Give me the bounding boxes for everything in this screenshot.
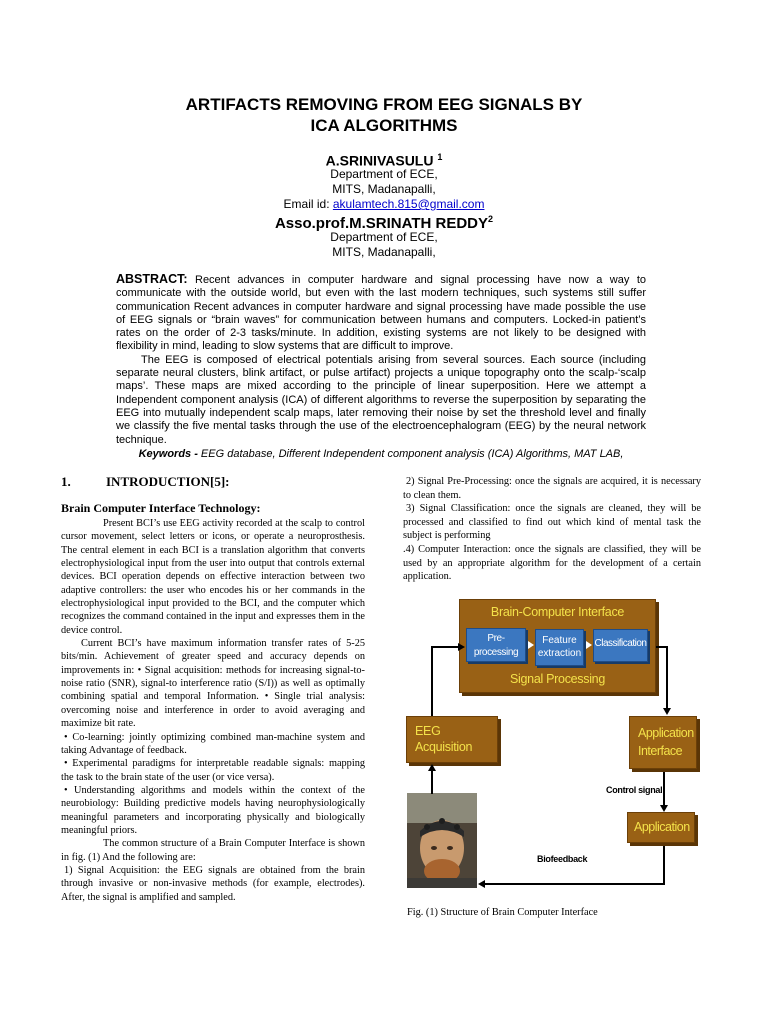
line-subject-up (431, 770, 433, 794)
line-bci-down (666, 646, 668, 709)
abstract-paragraph-1: ABSTRACT: Recent advances in computer hardware and signal processing have now a way to communicate with the outside world, but even with the last modern techniques, such systems still suffer communication Recent advances in computer hardware and signal processing have made possible the use of EEG signals or “brain waves” for communication between humans and computers. Locked-in patient’s rates on the order of 2-3 tasks/minute. In addition, existing systems are not likely to be designed with flexibility in mind, leading to slow systems that are difficult to improve. (116, 272, 646, 353)
right-column (403, 475, 701, 584)
keywords-text: EEG database, Different Independent component analysis (ICA) Algorithms, MAT LAB, (197, 448, 624, 460)
subsection-heading: Brain Computer Interface Technology: (61, 501, 261, 515)
classification-box: Classification (593, 629, 648, 662)
application-interface-box: Application Interface (629, 716, 697, 769)
signal-processing-label: Signal Processing (510, 672, 605, 686)
bci-title: Brain-Computer Interface (490, 605, 625, 619)
step-1-acquisition: 1) Signal Acquisition: the EEG signals are obtained from the brain through invasive or non-invasive methods (for example, electrodes). After, the signal is amplified and sampled. (61, 864, 365, 903)
author-2-name: Asso.prof.M.SRINATH REDDY$^2$ (274, 214, 494, 232)
line-eeg-to-bci (431, 646, 460, 648)
keywords-label: Keywords - (138, 448, 198, 460)
abstract (116, 273, 646, 447)
abstract-heading: ABSTRACT: (116, 272, 188, 286)
bullet-colearning: • Co-learning: jointly optimizing combined man-machine system and taking Advantage of feedback. (61, 731, 365, 756)
title-line-1: ARTIFACTS REMOVING FROM EEG SIGNALS BY (185, 95, 583, 114)
line-biofeedback (484, 883, 665, 885)
line-eeg-up (431, 646, 433, 716)
arrow-pre-to-feature (528, 641, 534, 649)
email-link[interactable]: akulamtech.815@gmail.com (332, 197, 485, 211)
arrow-into-bci (458, 643, 465, 651)
paper-title (0, 94, 768, 136)
author-1-email: Email id: akulamtech.815@gmail.com (283, 197, 485, 211)
feature-extraction-box: Feature extraction (535, 629, 584, 666)
keywords (116, 448, 646, 461)
author-1-institution: MITS, Madanapalli, (332, 182, 436, 196)
line-control-signal (663, 772, 665, 806)
subject-photo-image (407, 793, 477, 888)
biofeedback-label: Biofeedback (537, 854, 588, 864)
step-3-classification: 3) Signal Classification: once the signals are cleaned, they will be processed and classified to find out which kind of mental task the subject is performing (403, 503, 701, 542)
bullet-algorithms: • Understanding algorithms and models within the context of the neurobiology: Building predictive models having neurophysiologically meaningful parameters and incorporating physically and biologically meaningful priors. (61, 784, 365, 836)
author-2-institution: MITS, Madanapalli, (332, 245, 436, 259)
author-1-name: A.SRINIVASULU $^1$ (325, 152, 443, 169)
author-1-dept: Department of ECE, (330, 167, 438, 181)
intro-paragraph-3: The common structure of a Brain Computer Interface is shown in fig. (1) And the following are: (61, 838, 365, 863)
step-4-interaction: .4) Computer Interaction: once the signals are classified, they will be used by an appropriate algorithm for the development of a certain application. (403, 543, 701, 583)
arrow-into-application (660, 805, 668, 812)
eeg-acquisition-box: EEG Acquisition (406, 716, 498, 763)
line-application-down (663, 846, 665, 885)
arrow-into-eeg (428, 764, 436, 771)
left-column (61, 473, 365, 904)
author-2-dept: Department of ECE, (330, 230, 438, 244)
intro-paragraph-2: Current BCI’s have maximum information transfer rates of 5-25 bits/min. Achievement of greater speed and accuracy depends on improvements in: • Signal acquisition: methods for increasing signal-to-noise ratio (SNR), signal-to interference ratio (S/I)) as well as optimally combining spatial and temporal Information. • Single trial analysis: overcoming noise and interference in order to avoid averaging and maximize bit rate. (61, 638, 365, 730)
intro-paragraph-1: Present BCI’s use EEG activity recorded at the scalp to control cursor movement, select letters or icons, or operate a neuroprosthesis. The central element in each BCI is a translation algorithm that converts electrophysiological input from the user into output that controls external devices. BCI operation depends on effective interaction between two adaptive controllers: the user who encodes his or her commands in the electrophysiological input provided to the BCI, and the computer which recognizes the command contained in the input and expresses them in the device control. (61, 518, 365, 636)
application-box: Application (627, 812, 695, 843)
arrow-into-app-interface (663, 708, 671, 715)
step-2-preprocessing: 2) Signal Pre-Processing: once the signals are acquired, it is necessary to clean them. (403, 476, 701, 501)
bullet-paradigms: • Experimental paradigms for interpretable readable signals: mapping the task to the brain state of the user (or vice versa). (61, 758, 365, 783)
preprocessing-box: Pre-processing (466, 628, 526, 662)
arrow-biofeedback (478, 880, 485, 888)
control-signal-label: Control signal (606, 785, 663, 795)
arrow-feature-to-class (586, 641, 592, 649)
abstract-paragraph-2: The EEG is composed of electrical potentials arising from several sources. Each source (including separate neural clusters, blink artifact, or pulse artifact) projects a unique topography onto the scalp-‘scalp maps’. These maps are mixed according to the principle of linear superposition. Here we attempt a Independent component analysis (ICA) of different algorithms to reverse the superposition by separating the EEG into mutually independent scalp maps, later removing their noise by set the threshold level and finally we classify the five mental tasks through the use of the electroencephalogram (EEG) by the neural network technique. (116, 353, 646, 446)
title-line-2: ICA ALGORITHMS (310, 116, 458, 135)
figure-caption: Fig. (1) Structure of Brain Computer Interface (407, 907, 598, 918)
subject-photo (407, 793, 477, 888)
section-heading: 1. INTRODUCTION[5]: (61, 474, 230, 489)
bci-diagram (404, 595, 704, 895)
